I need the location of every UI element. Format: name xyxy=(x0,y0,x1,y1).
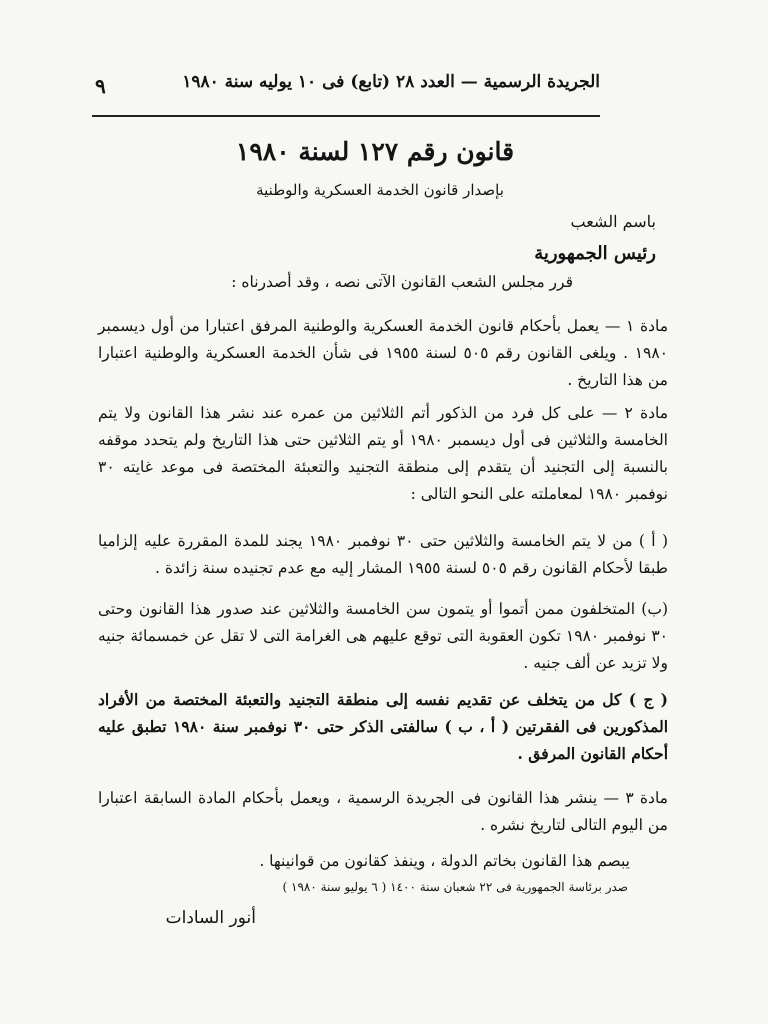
in-the-name-of-the-people: باسم الشعب xyxy=(570,212,656,231)
president-heading: رئيس الجمهورية xyxy=(534,243,656,264)
law-title: قانون رقم ١٢٧ لسنة ١٩٨٠ xyxy=(235,137,515,166)
enactment-clause: قرر مجلس الشعب القانون الآتى نصه ، وقد أصدرناه : xyxy=(231,273,573,291)
running-header: الجريدة الرسمية — العدد ٢٨ (تابع) فى ١٠ يوليه سنة ١٩٨٠ xyxy=(182,72,600,92)
article-2: مادة ٢ — على كل فرد من الذكور أتم الثلاثين من عمره عند نشر هذا القانون ولا يتم الخامسة والثلاثين فى أول ديسمبر ١٩٨٠ أو يتم الثلاثين حتى هذا التاريخ ولم يتحدد موقفه بالنسبة إلى التجنيد أن يتقدم إلى منطقة التجنيد والتعبئة المختصة فى موعد غايته ٣٠ نوفمبر ١٩٨٠ لمعاملته على النحو التالى : xyxy=(98,404,668,503)
signatory-name: أنور السادات xyxy=(165,908,256,928)
article-2-clause-c: ( ج ) كل من يتخلف عن تقديم نفسه إلى منطقة التجنيد والتعبئة المختصة من الأفراد المذكورين فى الفقرتين ( أ ، ب ) سالفتى الذكر حتى ٣٠ نوفمبر سنة ١٩٨٠ تطبق عليه أحكام القانون المرفق . xyxy=(98,690,668,763)
seal-clause: يبصم هذا القانون بخاتم الدولة ، وينفذ كقانون من قوانينها . xyxy=(259,852,630,870)
law-subtitle: بإصدار قانون الخدمة العسكرية والوطنية xyxy=(256,181,504,199)
issue-date: صدر برئاسة الجمهورية فى ٢٢ شعبان سنة ١٤٠٠ ( ٦ يوليو سنة ١٩٨٠ ) xyxy=(282,880,628,894)
page-number: ٩ xyxy=(95,74,106,98)
article-3: مادة ٣ — ينشر هذا القانون فى الجريدة الرسمية ، ويعمل بأحكام المادة السابقة اعتبارا من اليوم التالى لتاريخ نشره . xyxy=(98,789,668,834)
article-1: مادة ١ — يعمل بأحكام قانون الخدمة العسكرية والوطنية المرفق اعتبارا من أول ديسمبر ١٩٨٠ . ويلغى القانون رقم ٥٠٥ لسنة ١٩٥٥ فى شأن الخدمة العسكرية والوطنية اعتبارا من هذا التاريخ . xyxy=(98,317,668,389)
article-2-clause-b: (ب) المتخلفون ممن أتموا أو يتمون سن الخامسة والثلاثين عند صدور هذا القانون وحتى ٣٠ نوفمبر ١٩٨٠ تكون العقوبة التى توقع عليهم هى الغرامة التى لا تقل عن خمسمائة جنيه ولا تزيد عن ألف جنيه . xyxy=(98,600,668,672)
article-2-clause-a: ( أ ) من لا يتم الخامسة والثلاثين حتى ٣٠ نوفمبر ١٩٨٠ يجند للمدة المقررة عليه إلزاميا طبقا لأحكام القانون رقم ٥٠٥ لسنة ١٩٥٥ المشار إليه مع عدم تجنيده سنة زائدة . xyxy=(98,532,668,577)
header-rule xyxy=(92,115,600,117)
